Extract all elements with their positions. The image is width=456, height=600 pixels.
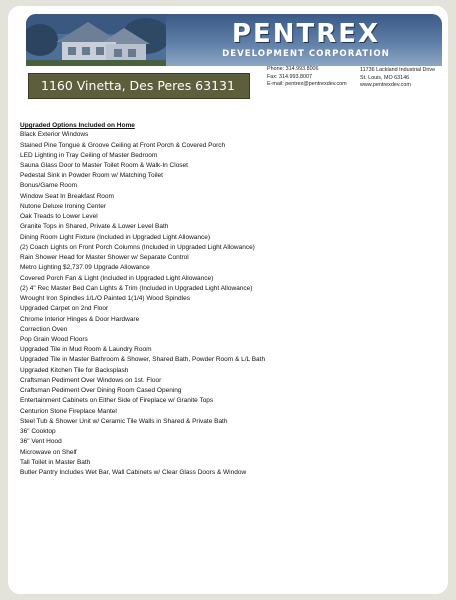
upgraded-options-section — [20, 121, 440, 478]
office-website: www.pentrexdev.com — [360, 82, 411, 89]
document-page — [8, 6, 448, 594]
list-item: Metro Lighting $2,737.09 Upgrade Allowance — [20, 264, 150, 272]
list-item: Covered Porch Fan & Light (Included in Upgraded Light Allowance) — [20, 274, 214, 282]
list-item: 36" Cooktop — [20, 428, 56, 436]
list-item: Craftsman Pediment Over Windows on 1st. Floor — [20, 376, 162, 384]
list-item: Wrought Iron Spindles 1/L/O Painted 1(1/4) Wood Spindles — [20, 295, 190, 303]
contact-email: E-mail: pentrex@pentrexdev.com — [267, 81, 347, 88]
list-item: Pedestal Sink in Powder Room w/ Matching Toilet — [20, 172, 163, 180]
contact-fax: Fax: 314.993.8007 — [267, 73, 312, 80]
company-logo — [176, 20, 436, 64]
list-item: LED Lighting in Tray Ceiling of Master Bedroom — [20, 151, 158, 159]
contact-info — [267, 66, 347, 89]
list-item: Black Exterior Windows — [20, 131, 89, 139]
list-item: Craftsman Pediment Over Dining Room Cased Opening — [20, 387, 182, 395]
list-item: Rain Shower Head for Master Shower w/ Separate Control — [20, 254, 189, 262]
list-item: Steel Tub & Shower Unit w/ Ceramic Tile Walls in Shared & Private Bath — [20, 417, 228, 425]
list-item: Granite Tops in Shared, Private & Lower Level Bath — [20, 223, 169, 231]
list-item: Microwave on Shelf — [20, 448, 77, 456]
list-item: 36" Vent Hood — [20, 438, 62, 446]
logo-brand: PENTREX — [231, 19, 381, 49]
list-item: Entertainment Cabinets on Either Side of Fireplace w/ Granite Tops — [20, 397, 214, 405]
office-street: 11736 Lackland Industrial Drive — [360, 67, 436, 73]
list-item: Upgraded Tile in Master Bathroom & Shower, Shared Bath, Powder Room & L/L Bath — [20, 356, 266, 364]
list-item: Oak Treads to Lower Level — [20, 213, 98, 221]
list-item: Chrome Interior Hinges & Door Hardware — [20, 315, 140, 323]
list-item: (2) 4" Rec Master Bed Can Lights & Trim (Included in Upgraded Light Allowance) — [20, 284, 253, 292]
list-item: Upgraded Kitchen Tile for Backsplash — [20, 366, 129, 374]
contact-phone: Phone: 314.993.8006 — [267, 66, 319, 72]
options-list — [20, 130, 440, 478]
header-banner — [26, 14, 442, 66]
list-item: Nutone Deluxe Ironing Center — [20, 202, 106, 210]
property-address: 1160 Vinetta, Des Peres 63131 — [28, 73, 250, 99]
list-item: Butler Pantry Includes Wet Bar, Wall Cabinets w/ Clear Glass Doors & Window — [20, 469, 247, 477]
office-address — [360, 67, 435, 90]
list-item: Pop Grain Wood Floors — [20, 335, 88, 343]
list-item: Upgraded Carpet on 2nd Floor — [20, 305, 109, 313]
list-item: Stained Pine Tongue & Groove Ceiling at Front Porch & Covered Porch — [20, 141, 226, 149]
list-item: Upgraded Tile in Mud Room & Laundry Room — [20, 346, 152, 354]
list-item: Bonus/Game Room — [20, 182, 78, 190]
list-item: Window Seat In Breakfast Room — [20, 192, 114, 200]
office-city: St. Louis, MO 63146 — [360, 74, 410, 81]
house-photo — [26, 14, 166, 66]
list-item: Tall Toilet in Master Bath — [20, 458, 91, 466]
list-item: Correction Oven — [20, 325, 68, 333]
list-item: (2) Coach Lights on Front Porch Columns (Included in Upgraded Light Allowance) — [20, 243, 255, 251]
list-item: Sauna Glass Door to Master Toilet Room & Walk-In Closet — [20, 162, 188, 169]
logo-tagline: DEVELOPMENT CORPORATION — [222, 49, 390, 59]
list-item: Centurion Stone Fireplace Mantel — [20, 407, 117, 415]
options-heading: Upgraded Options Included on Home — [20, 122, 135, 129]
list-item: Dining Room Light Fixture (Included in Upgraded Light Allowance) — [20, 233, 211, 241]
